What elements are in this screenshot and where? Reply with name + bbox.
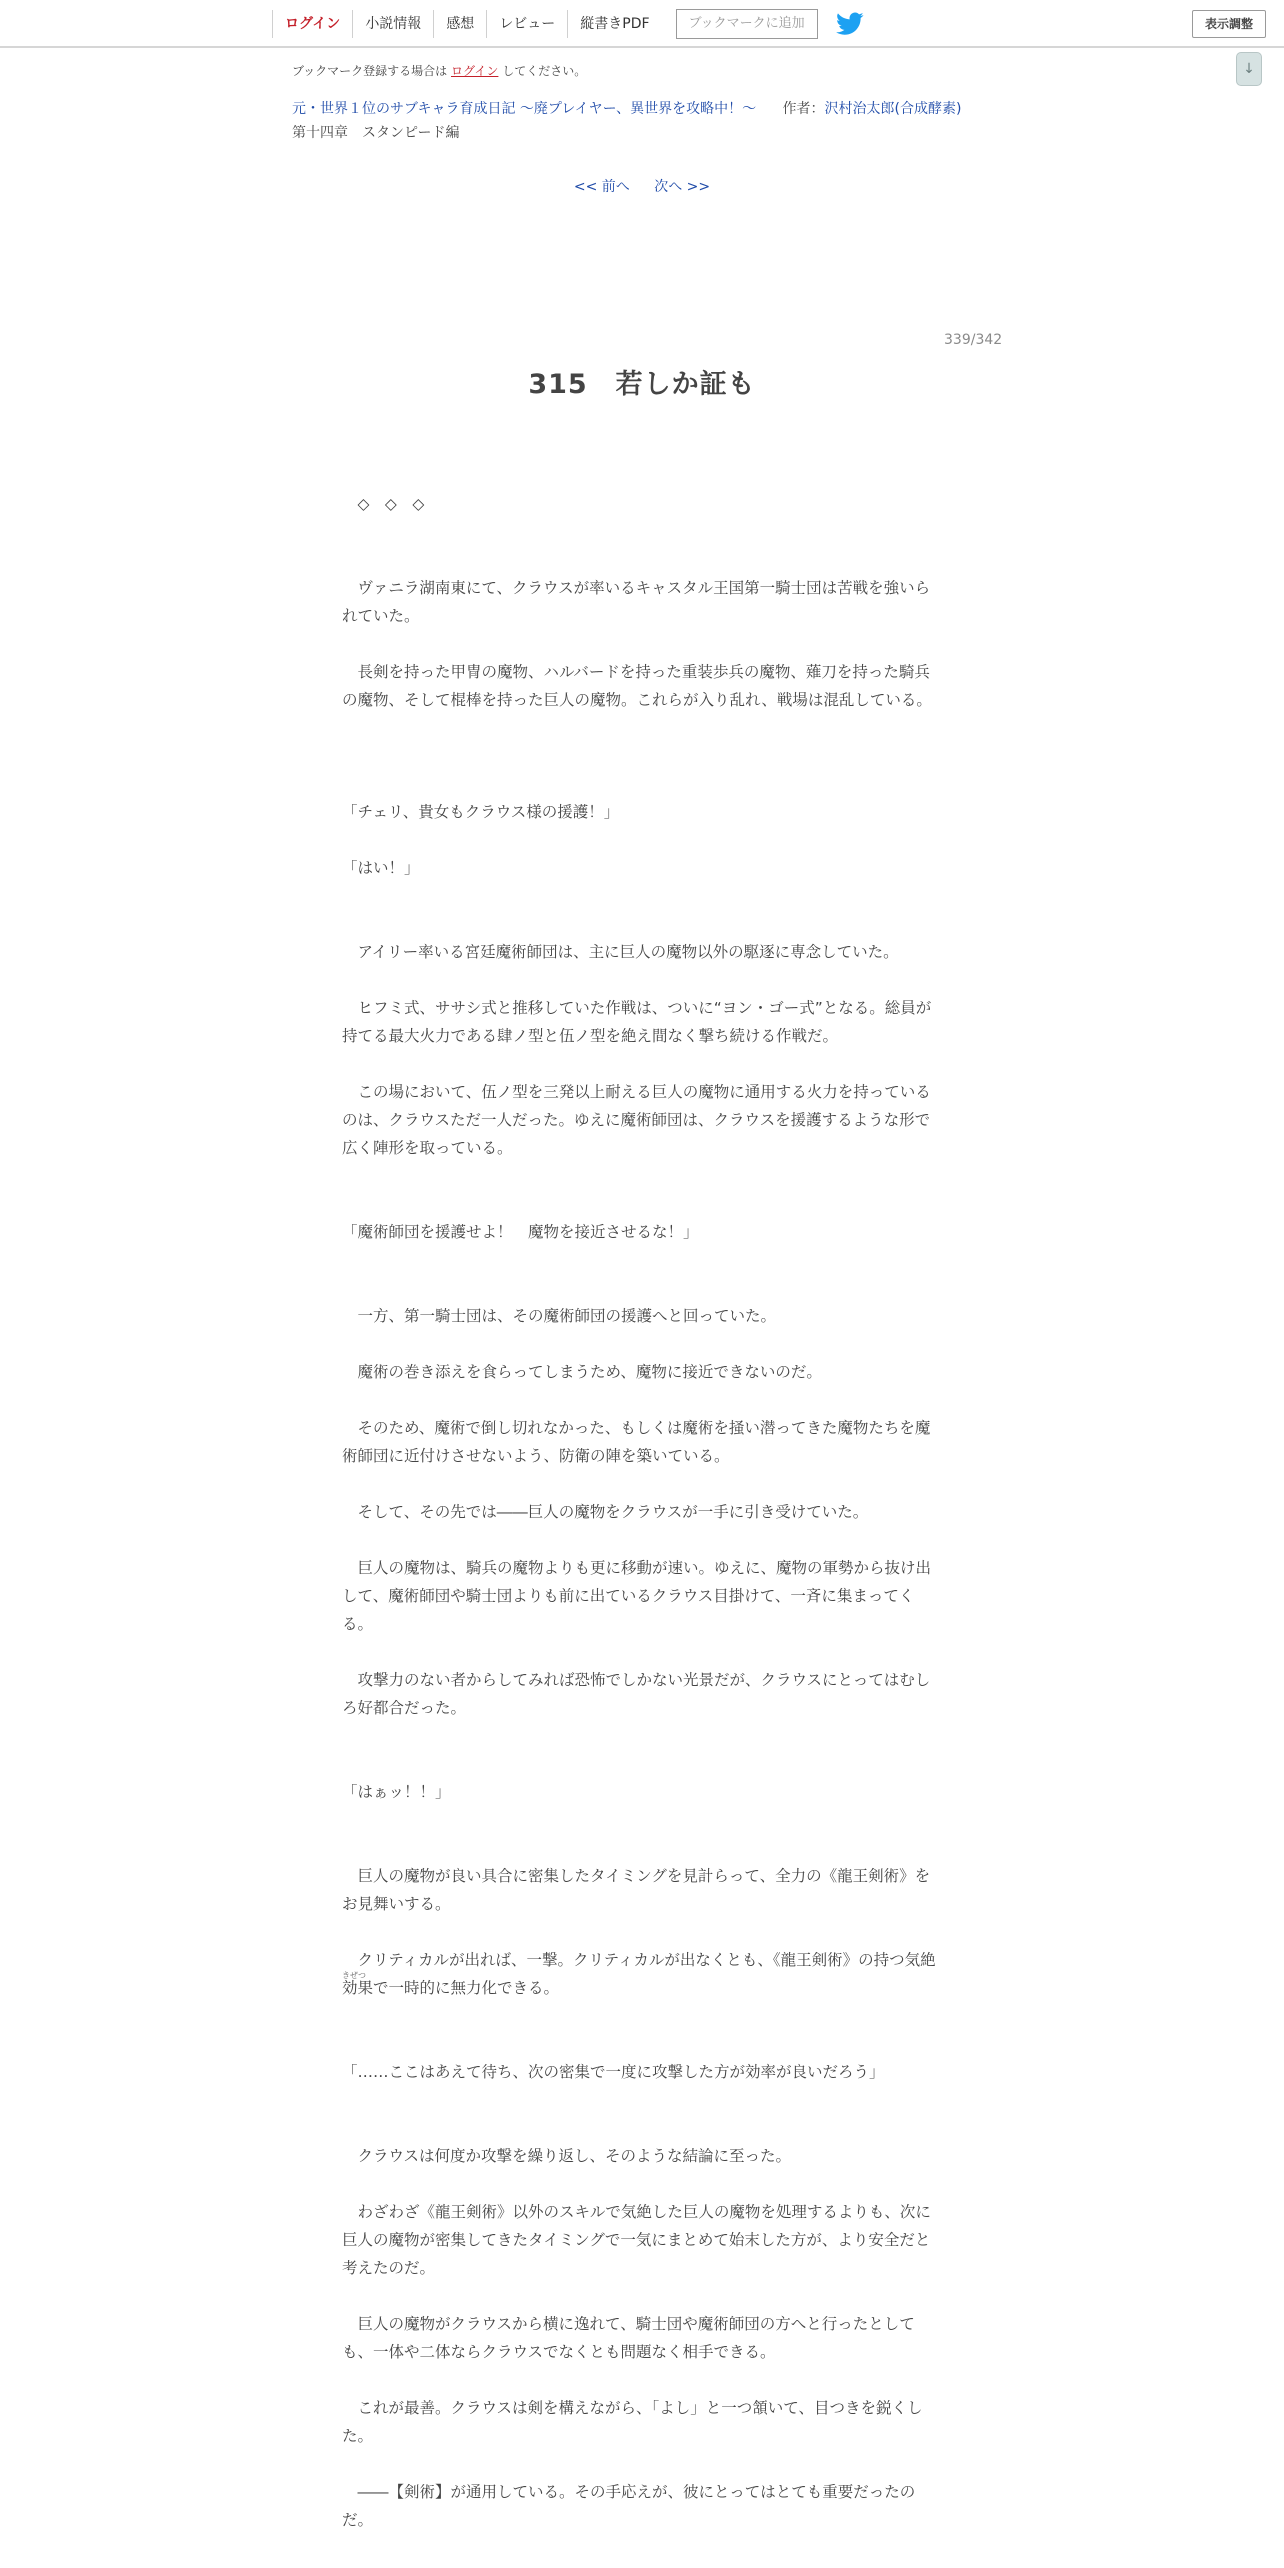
body-paragraph [342,1358,942,1386]
body-paragraph [342,1218,942,1246]
bookmark-add-button[interactable]: ブックマークに追加 [676,9,818,39]
top-navigation-bar [0,0,1284,48]
paragraph-text: そして、その先では――巨人の魔物をクラウスが一手に引き受けていた。 [342,1503,869,1521]
author-link[interactable]: 沢村治太郎(合成酵素) [824,101,962,117]
paragraph-text: 巨人の魔物は、騎兵の魔物よりも更に移動が速い。ゆえに、魔物の軍勢から抜け出して、魔術師団や騎士団よりも前に出ているクラウス目掛けて、一斉に集まってくる。 [342,1559,932,1633]
nav-novel-info-link[interactable]: 小説情報 [352,10,433,38]
paragraph-text: ヒフミ式、ササシ式と推移していた作戦は、ついに“ヨン・ゴー式”となる。総員が持てる最大火力である肆ノ型と伍ノ型を絶え間なく撃ち続ける作戦だ。 [342,999,932,1045]
chapter-title: 第十四章 スタンピード編 [292,125,460,141]
episode-counter: 339/342 [944,332,1003,348]
twitter-bird-icon[interactable] [836,12,864,36]
nav-vertical-pdf-link[interactable]: 縦書きPDF [567,10,661,38]
nav-review-link[interactable]: レビュー [486,10,567,38]
nav-impressions-link[interactable]: 感想 [433,10,486,38]
paragraph-text: 「魔術師団を援護せよ！ 魔物を接近させるな！」 [342,1223,699,1241]
body-paragraph [342,490,942,518]
paragraph-text: この場において、伍ノ型を三発以上耐える巨人の魔物に通用する火力を持っているのは、クラウスただ一人だった。ゆえに魔術師団は、クラウスを援護するような形で広く陣形を取っている。 [342,1083,931,1157]
body-paragraph [342,1862,942,1918]
body-paragraph [342,574,942,630]
paragraph-text: 「……ここはあえて待ち、次の密集で一度に攻撃した方が効率が良いだろう」 [342,2063,885,2081]
body-paragraph [342,1946,942,2002]
nav-login-link[interactable]: ログイン [272,10,352,38]
paragraph-text: 「チェリ、貴女もクラウス様の援護！」 [342,803,620,821]
login-note-suffix: してください。 [502,64,587,78]
body-paragraph [342,2394,942,2450]
paragraph-text: クリティカルが出れば、一撃。クリティカルが出なくとも、《龍王剣術》の持つ気絶効果で一時的に無力化できる。 [342,1951,936,1997]
paragraph-text: ――【剣術】が通用している。その手応えが、彼にとってはとても重要だったのだ。 [342,2483,916,2529]
paragraph-text: これが最善。クラウスは剣を構えながら、「よし」と一つ頷いて、目つきを鋭くした。 [342,2399,923,2445]
paragraph-text: そのため、魔術で倒し切れなかった、もしくは魔術を掻い潜ってきた魔物たちを魔術師団に近付けさせないよう、防衛の陣を築いている。 [342,1419,931,1465]
body-paragraph [342,854,942,882]
episode-title: 315 若しか証も [528,369,756,400]
paragraph-text: 攻撃力のない者からしてみれば恐怖でしかない光景だが、クラウスにとってはむしろ好都合だった。 [342,1671,931,1717]
body-paragraph [342,2142,942,2170]
paragraph-text: ◇ ◇ ◇ [342,495,425,513]
paragraph-text: アイリー率いる宮廷魔術師団は、主に巨人の魔物以外の駆逐に専念していた。 [342,943,899,961]
paragraph-text: 長剣を持った甲冑の魔物、ハルバードを持った重装歩兵の魔物、薙刀を持った騎兵の魔物、そして棍棒を持った巨人の魔物。これらが入り乱れ、戦場は混乱している。 [342,663,932,709]
paragraph-text: わざわざ《龍王剣術》以外のスキルで気絶した巨人の魔物を処理するよりも、次に巨人の魔物が密集してきたタイミングで一気にまとめて始末した方が、より安全だと考えたのだ。 [342,2203,931,2277]
body-paragraph [342,1554,942,1638]
main-nav [272,10,864,38]
paragraph-text: 魔術の巻き添えを食らってしまうため、魔物に接近できないのだ。 [342,1363,822,1381]
paragraph-text: 「はぁッ！！」 [342,1783,451,1801]
paragraph-text: クラウスは何度か攻撃を繰り返し、そのような結論に至った。 [342,2147,792,2165]
display-settings-button[interactable]: 表示調整 [1192,10,1266,38]
body-paragraph [342,2058,942,2086]
paragraph-text: 巨人の魔物が良い具合に密集したタイミングを見計らって、全力の《龍王剣術》をお見舞いする。 [342,1867,931,1913]
author-label: 作者： [782,101,825,117]
body-paragraph [342,994,942,1050]
series-title-link[interactable]: 元・世界１位のサブキャラ育成日記 ～廃プレイヤー、異世界を攻略中！～ [292,101,757,117]
paragraph-text: ヴァニラ湖南東にて、クラウスが率いるキャスタル王国第一騎士団は苦戦を強いられていた。 [342,579,931,625]
body-paragraph [342,1414,942,1470]
body-paragraph [342,1778,942,1806]
bookmark-login-note [292,62,586,79]
login-note-link[interactable]: ログイン [451,64,499,78]
body-paragraph [342,798,942,826]
body-paragraph [342,1078,942,1162]
pager [0,176,1284,196]
body-paragraph [342,1498,942,1526]
scroll-down-button[interactable]: ↓ [1236,52,1262,86]
paragraph-text: 「はい！」 [342,859,420,877]
series-info [292,98,961,118]
paragraph-text: 一方、第一騎士団は、その魔術師団の援護へと回っていた。 [342,1307,777,1325]
body-paragraph [342,1666,942,1722]
login-note-prefix: ブックマーク登録する場合は [292,64,448,78]
prev-episode-link[interactable]: << 前へ [573,179,630,195]
body-paragraph [342,2198,942,2282]
next-episode-link[interactable]: 次へ >> [654,179,711,195]
body-paragraph [342,2310,942,2366]
body-paragraph [342,2478,942,2534]
body-paragraph [342,1302,942,1330]
ruby-annotation: きぜつ [342,1971,366,1980]
paragraph-text: 巨人の魔物がクラウスから横に逸れて、騎士団や魔術師団の方へと行ったとしても、一体や二体ならクラウスでなくとも問題なく相手できる。 [342,2315,915,2361]
body-paragraph [342,658,942,714]
body-paragraph [342,938,942,966]
